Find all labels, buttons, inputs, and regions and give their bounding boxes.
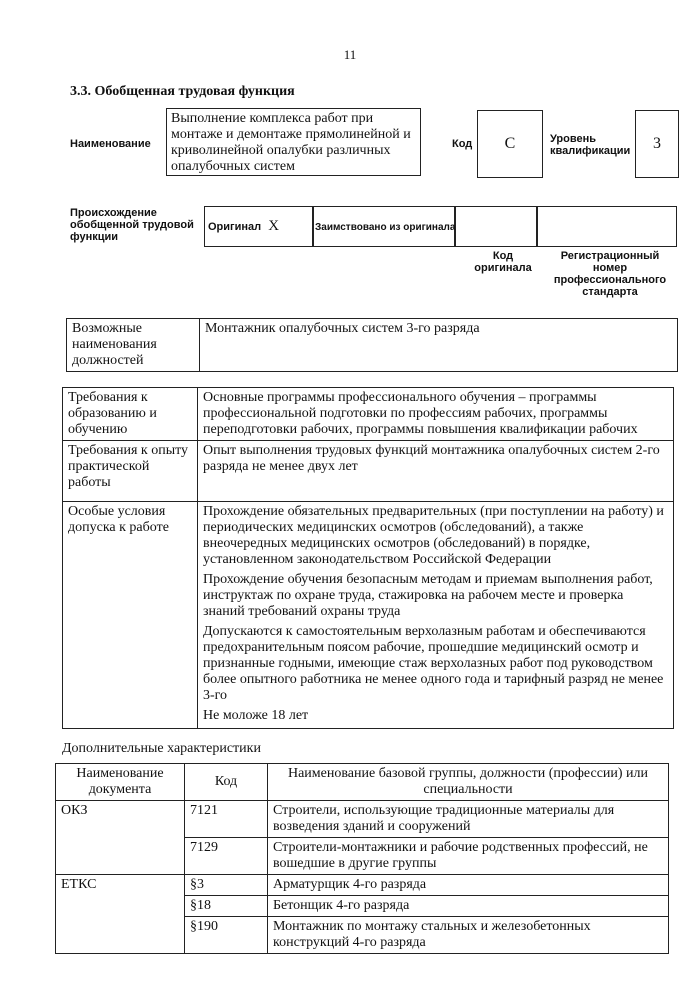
level-label: Уровень квалификации (550, 133, 631, 157)
cell-code: §3 (185, 875, 268, 896)
level-value-box (635, 110, 679, 178)
origin-label: Происхождение обобщенной трудовой функции (70, 207, 194, 243)
education-value: Основные программы профессионального обучения – программы профессиональной подготовки по профессиям рабочих, программы переподготовки рабочих, программы повышения квалификации рабочих (198, 388, 674, 441)
additional-table (55, 763, 669, 954)
cell-code: 7129 (185, 838, 268, 875)
positions-value: Монтажник опалубочных систем 3-го разряда (200, 319, 678, 372)
special-item: Прохождение обязательных предварительных (при поступлении на работу) и периодических медицинских осмотров (обследований), а также внеочередных медицинских осмотров (обследований) в порядке, установленном законодательством Российской Федерации (203, 504, 664, 567)
experience-label: Требования к опыту практической работы (63, 441, 198, 502)
origin-divider-1 (312, 207, 314, 246)
original-mark: X (268, 218, 280, 234)
code-original-caption: Код оригинала (474, 250, 532, 274)
requirements-table (62, 387, 674, 729)
cell-name: Бетонщик 4-го разряда (268, 896, 669, 917)
cell-name: Арматурщик 4-го разряда (268, 875, 669, 896)
original-label-text: Оригинал (208, 221, 262, 233)
borrowed-label: Заимствовано из оригинала (315, 222, 456, 233)
special-conditions (198, 502, 674, 729)
cell-code: 7121 (185, 801, 268, 838)
additional-title: Дополнительные характеристики (62, 741, 261, 756)
header-doc: Наименование документа (56, 764, 185, 801)
table-row (56, 801, 669, 838)
level-value: 3 (653, 135, 661, 152)
special-row (63, 502, 674, 729)
additional-header-row (56, 764, 669, 801)
code-value: C (504, 135, 516, 152)
positions-table (66, 318, 678, 372)
original-label (208, 220, 279, 233)
education-label: Требования к образованию и обучению (63, 388, 198, 441)
cell-name: Монтажник по монтажу стальных и железобетонных конструкций 4-го разряда (268, 917, 669, 954)
positions-label: Возможные наименования должностей (67, 319, 200, 372)
origin-divider-3 (536, 207, 538, 246)
special-item: Не моложе 18 лет (203, 708, 309, 723)
special-item: Прохождение обучения безопасным методам и приемам выполнения работ, инструктаж по охране труда, стажировка на рабочем месте и проверка знаний требований охраны труда (203, 572, 653, 619)
cell-code: §18 (185, 896, 268, 917)
experience-row (63, 441, 674, 502)
code-label: Код (452, 138, 473, 150)
header-code: Код (185, 764, 268, 801)
education-row (63, 388, 674, 441)
cell-name: Строители-монтажники и рабочие родственных профессий, не вошедшие в другие группы (268, 838, 669, 875)
cell-doc: ЕТКС (56, 875, 185, 954)
table-row (56, 875, 669, 896)
cell-name: Строители, использующие традиционные материалы для возведения зданий и сооружений (268, 801, 669, 838)
cell-code: §190 (185, 917, 268, 954)
function-name-box (166, 108, 421, 176)
positions-row (67, 319, 678, 372)
page-number: 11 (343, 47, 357, 62)
name-label: Наименование (70, 138, 151, 150)
cell-doc: ОКЗ (56, 801, 185, 875)
section-title: 3.3. Обобщенная трудовая функция (70, 84, 295, 99)
experience-value: Опыт выполнения трудовых функций монтажника опалубочных систем 2-го разряда не менее двух лет (198, 441, 674, 502)
special-item: Допускаются к самостоятельным верхолазным работам и обеспечиваются предохранительным поясом рабочие, прошедшие медицинский осмотр и признанные годными, имеющие стаж верхолазных работ под руководством более опытного работника не менее одного года и тарифный разряд не менее 3-го (203, 624, 664, 703)
special-label: Особые условия допуска к работе (63, 502, 198, 729)
reg-number-caption: Регистрационный номер профессионального стандарта (553, 250, 667, 298)
origin-box (204, 206, 677, 247)
header-name: Наименование базовой группы, должности (профессии) или специальности (268, 764, 669, 801)
code-value-box (477, 110, 543, 178)
function-name-value: Выполнение комплекса работ при монтаже и демонтаже прямолинейной и криволинейной опалубки различных опалубочных систем (171, 111, 411, 174)
